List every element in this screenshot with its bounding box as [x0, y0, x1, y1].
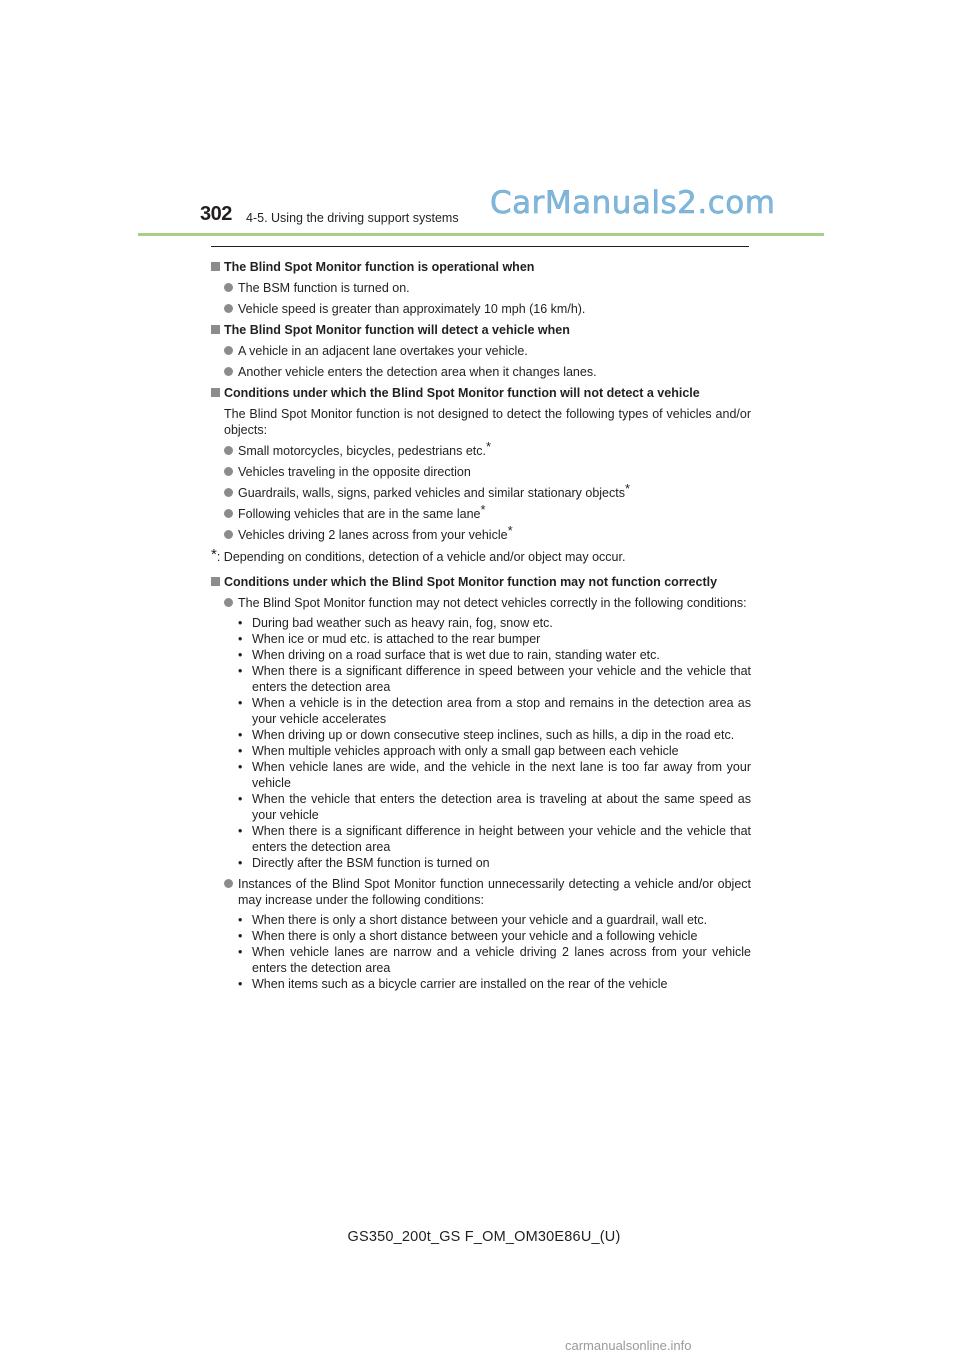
sub-list-text: When vehicle lanes are wide, and the vehicle in the next lane is too far away from your vehicle — [252, 760, 751, 790]
watermark-logo: CarManuals2.com — [490, 185, 776, 221]
footnote-mark: * — [211, 546, 217, 563]
sub-list-mark: • — [238, 929, 243, 943]
heading-text: The Blind Spot Monitor function is operational when — [224, 260, 535, 274]
list-item-text: Following vehicles that are in the same lane — [238, 507, 481, 521]
list-item-text: A vehicle in an adjacent lane overtakes your vehicle. — [238, 344, 528, 358]
heading-text: The Blind Spot Monitor function will detect a vehicle when — [224, 323, 570, 337]
sub-list-item — [238, 823, 751, 855]
sub-list-text: When driving up or down consecutive steep inclines, such as hills, a dip in the road etc. — [252, 728, 735, 742]
sub-list-item — [238, 928, 751, 944]
sub-list-mark: • — [238, 664, 243, 678]
sub-list-text: When vehicle lanes are narrow and a vehicle driving 2 lanes across from your vehicle enters the detection area — [252, 945, 751, 975]
list-item — [224, 502, 751, 522]
list-item-text: Vehicles driving 2 lanes across from your vehicle — [238, 528, 508, 542]
sub-list-mark: • — [238, 632, 243, 646]
sub-list-text: Directly after the BSM function is turned on — [252, 856, 490, 870]
round-bullet-icon — [224, 283, 233, 292]
list-item-text: Instances of the Blind Spot Monitor function unnecessarily detecting a vehicle and/or object may increase under the following conditions: — [238, 877, 751, 907]
section-title: 4-5. Using the driving support systems — [246, 211, 459, 225]
sub-list-text: When driving on a road surface that is wet due to rain, standing water etc. — [252, 648, 660, 662]
list-item — [224, 464, 751, 480]
list-item-text: Another vehicle enters the detection area when it changes lanes. — [238, 365, 597, 379]
sub-list-text: When there is only a short distance between your vehicle and a following vehicle — [252, 929, 698, 943]
header-rule — [138, 233, 824, 236]
footnote-star: * — [507, 523, 513, 538]
footnote-text: : Depending on conditions, detection of a vehicle and/or object may occur. — [216, 550, 626, 564]
list-item-text: Vehicles traveling in the opposite direction — [238, 465, 471, 479]
sub-list-mark: • — [238, 824, 243, 838]
sub-list-mark: • — [238, 616, 243, 630]
sub-list-item — [238, 631, 751, 647]
list-item — [224, 301, 751, 317]
sub-list-text: During bad weather such as heavy rain, fog, snow etc. — [252, 616, 553, 630]
round-bullet-icon — [224, 598, 233, 607]
footnote-star: * — [486, 439, 492, 454]
sub-list-item — [238, 647, 751, 663]
round-bullet-icon — [224, 488, 233, 497]
sub-list-text: When ice or mud etc. is attached to the rear bumper — [252, 632, 541, 646]
list-item — [224, 280, 751, 296]
sub-list-mark: • — [238, 728, 243, 742]
section-heading — [211, 322, 751, 338]
list-item-body — [238, 502, 751, 522]
sub-list — [238, 912, 751, 992]
heading-text: Conditions under which the Blind Spot Monitor function may not function correctly — [224, 575, 718, 589]
section-intro: The Blind Spot Monitor function is not designed to detect the following types of vehicles and/or objects: — [224, 407, 751, 437]
square-bullet-icon — [211, 325, 220, 334]
footnote-star: * — [624, 481, 631, 496]
sub-list-mark: • — [238, 792, 243, 806]
heading-text: Conditions under which the Blind Spot Monitor function will not detect a vehicle — [224, 386, 700, 400]
page-number: 302 — [200, 203, 232, 225]
sub-list-mark: • — [238, 744, 243, 758]
round-bullet-icon — [224, 530, 233, 539]
sub-list-item — [238, 944, 751, 976]
section-heading — [211, 574, 751, 590]
sub-list-item — [238, 743, 751, 759]
sub-list-item — [238, 615, 751, 631]
list-item — [224, 481, 751, 501]
round-bullet-icon — [224, 346, 233, 355]
sub-list-item — [238, 663, 751, 695]
sub-list-text: When there is a significant difference in height between your vehicle and the vehicle that enters the detection area — [252, 824, 751, 854]
sub-list-text: When multiple vehicles approach with only a small gap between each vehicle — [252, 744, 679, 758]
list-item-text: Vehicle speed is greater than approximately 10 mph (16 km/h). — [238, 302, 586, 316]
square-bullet-icon — [211, 388, 220, 397]
sub-list — [238, 615, 751, 871]
list-item — [224, 364, 751, 380]
list-item-body — [238, 481, 751, 501]
round-bullet-icon — [224, 367, 233, 376]
square-bullet-icon — [211, 262, 220, 271]
list-item-body — [238, 439, 751, 459]
section-heading — [211, 259, 751, 275]
round-bullet-icon — [224, 509, 233, 518]
sub-list-text: When a vehicle is in the detection area from a stop and remains in the detection area as your vehicle accelerates — [252, 696, 751, 726]
sub-list-mark: • — [238, 760, 243, 774]
list-item-text: Small motorcycles, bicycles, pedestrians etc. — [238, 444, 487, 458]
list-item-text: Guardrails, walls, signs, parked vehicles and similar stationary objects — [238, 486, 625, 500]
sub-list-item — [238, 791, 751, 823]
sub-list-mark: • — [238, 945, 243, 959]
sub-list-mark: • — [238, 977, 243, 991]
sub-list-text: When there is only a short distance between your vehicle and a guardrail, wall etc. — [252, 913, 708, 927]
sub-list-mark: • — [238, 648, 243, 662]
list-item — [224, 595, 751, 611]
content-rule — [211, 246, 749, 247]
round-bullet-icon — [224, 304, 233, 313]
list-item-body — [238, 523, 751, 543]
footnote-star: * — [480, 502, 486, 517]
sub-list-mark: • — [238, 913, 243, 927]
watermark-footer: carmanualsonline.info — [565, 1338, 692, 1353]
list-item — [224, 439, 751, 459]
round-bullet-icon — [224, 879, 233, 888]
sub-list-item — [238, 976, 751, 992]
sub-list-text: When the vehicle that enters the detection area is traveling at about the same speed as your vehicle — [252, 792, 751, 822]
square-bullet-icon — [211, 577, 220, 586]
document-code: GS350_200t_GS F_OM_OM30E86U_(U) — [347, 1229, 621, 1245]
sub-list-text: When there is a significant difference in speed between your vehicle and the vehicle that enters the detection area — [252, 664, 751, 694]
list-item-text: The BSM function is turned on. — [238, 281, 410, 295]
list-item — [224, 876, 751, 908]
sub-list-item — [238, 912, 751, 928]
sub-list-item — [238, 695, 751, 727]
sub-list-item — [238, 855, 751, 871]
sub-list-item — [238, 759, 751, 791]
sub-list-mark: • — [238, 696, 243, 710]
round-bullet-icon — [224, 467, 233, 476]
list-item-text: The Blind Spot Monitor function may not detect vehicles correctly in the following conditions: — [238, 596, 747, 610]
sub-list-mark: • — [238, 856, 243, 870]
sub-list-item — [238, 727, 751, 743]
list-item — [224, 523, 751, 543]
sub-list-text: When items such as a bicycle carrier are installed on the rear of the vehicle — [252, 977, 668, 991]
section-heading — [211, 385, 751, 401]
footnote — [211, 547, 751, 565]
list-item — [224, 343, 751, 359]
round-bullet-icon — [224, 446, 233, 455]
page-content — [211, 256, 751, 992]
